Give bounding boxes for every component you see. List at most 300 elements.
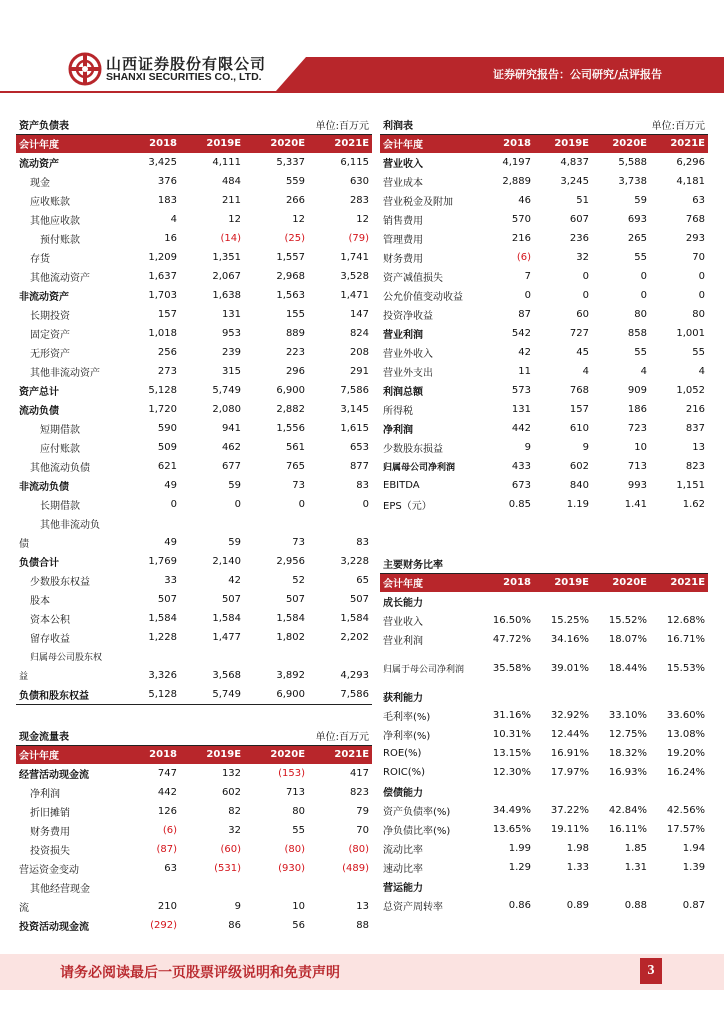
table-cell: 2,080 bbox=[212, 404, 242, 415]
table-row bbox=[380, 191, 708, 210]
table-cell: 83 bbox=[356, 480, 370, 491]
table-cell: 88 bbox=[356, 920, 370, 931]
table-cell: 2,202 bbox=[340, 632, 370, 643]
table-cell: 6,900 bbox=[276, 385, 306, 396]
row-label: 营业收入 bbox=[383, 617, 423, 628]
column-header: 会计年度 bbox=[16, 134, 126, 153]
company-logo-icon bbox=[68, 52, 102, 86]
balance-sheet-table bbox=[16, 115, 372, 705]
table-row bbox=[16, 533, 372, 552]
header-rule bbox=[0, 91, 724, 93]
column-header: 2019E bbox=[534, 573, 592, 592]
section-title: 偿债能力 bbox=[383, 788, 423, 799]
table-cell: 2,889 bbox=[502, 176, 531, 187]
row-label: 其他流动资产 bbox=[30, 273, 90, 284]
table-cell: 462 bbox=[221, 442, 242, 453]
table-cell: 1,584 bbox=[148, 613, 177, 624]
table-header-row bbox=[380, 134, 708, 153]
table-cell: 376 bbox=[157, 176, 177, 187]
table-cell: 5,128 bbox=[126, 685, 180, 704]
table-cell: 1,151 bbox=[676, 480, 705, 491]
table-row bbox=[380, 611, 708, 630]
table-cell: 1,584 bbox=[212, 613, 242, 624]
table-cell: (153) bbox=[278, 768, 306, 779]
table-cell: 13.65% bbox=[492, 824, 531, 835]
table-cell: 0 bbox=[698, 290, 705, 301]
table-cell: 621 bbox=[157, 461, 177, 472]
table-row bbox=[16, 400, 372, 419]
table-cell: 768 bbox=[569, 385, 589, 396]
table-row bbox=[16, 685, 372, 704]
table-cell: 2,140 bbox=[212, 556, 242, 567]
table-cell: 16.24% bbox=[666, 767, 706, 778]
table-row bbox=[16, 381, 372, 400]
table-row bbox=[16, 878, 372, 897]
table-cell: 16.93% bbox=[608, 767, 647, 778]
row-label: ROE(%) bbox=[383, 748, 422, 759]
table-cell: 55 bbox=[634, 347, 647, 358]
table-row bbox=[16, 229, 372, 248]
table-row bbox=[380, 725, 708, 744]
table-cell: 216 bbox=[511, 233, 531, 244]
table-cell: 19.11% bbox=[550, 824, 589, 835]
row-label: 营业外支出 bbox=[383, 368, 433, 379]
table-cell: 4,181 bbox=[676, 176, 705, 187]
table-cell: 7,586 bbox=[308, 685, 372, 704]
table-cell: 507 bbox=[157, 594, 177, 605]
table-cell: 216 bbox=[685, 404, 705, 415]
table-row bbox=[380, 763, 708, 782]
income-statement-table bbox=[380, 115, 708, 514]
table-cell: 0 bbox=[170, 499, 177, 510]
table-cell: (80) bbox=[348, 844, 370, 855]
table-row bbox=[380, 343, 708, 362]
table-cell: 507 bbox=[285, 594, 306, 605]
table-cell: 4,837 bbox=[560, 157, 589, 168]
row-label: 毛利率(%) bbox=[383, 712, 431, 723]
table-cell: 208 bbox=[349, 347, 370, 358]
table-cell: 889 bbox=[285, 328, 306, 339]
table-row bbox=[380, 381, 708, 400]
table-row bbox=[380, 630, 708, 649]
table-cell bbox=[308, 647, 372, 666]
table-cell: 15.52% bbox=[608, 615, 647, 626]
row-label: 资产负债率(%) bbox=[383, 807, 451, 818]
table-cell: 3,568 bbox=[212, 670, 242, 681]
row-label: 经营活动现金流 bbox=[19, 770, 89, 781]
table-cell: 55 bbox=[634, 252, 647, 263]
table-cell: 0 bbox=[640, 271, 647, 282]
row-label: 流动负债 bbox=[19, 406, 59, 417]
row-label: 股本 bbox=[30, 596, 50, 607]
section-row bbox=[380, 687, 708, 706]
table-cell: 210 bbox=[157, 901, 177, 912]
table-cell: (292) bbox=[150, 920, 177, 931]
table-cell: 80 bbox=[634, 309, 647, 320]
table-cell: 0.88 bbox=[624, 900, 647, 911]
section-row bbox=[380, 782, 708, 801]
table-cell: (930) bbox=[278, 863, 306, 874]
table-cell: 315 bbox=[221, 366, 242, 377]
table-cell: 1,720 bbox=[148, 404, 177, 415]
table-row bbox=[380, 305, 708, 324]
table-cell: 4,293 bbox=[340, 670, 370, 681]
table-cell: 559 bbox=[285, 176, 306, 187]
table-cell: 1,769 bbox=[148, 556, 177, 567]
table-cell bbox=[126, 514, 180, 533]
table-title: 主要财务比率 bbox=[380, 554, 708, 573]
table-cell: (531) bbox=[214, 863, 242, 874]
table-row bbox=[16, 552, 372, 571]
table-cell: 4,197 bbox=[502, 157, 531, 168]
row-label: 速动比率 bbox=[383, 864, 423, 875]
column-header: 2018 bbox=[126, 134, 180, 153]
row-label: 公允价值变动收益 bbox=[383, 292, 463, 303]
table-cell: 507 bbox=[349, 594, 370, 605]
table-cell: 1.33 bbox=[566, 862, 589, 873]
table-cell: 49 bbox=[164, 480, 177, 491]
table-cell: 9 bbox=[234, 901, 242, 912]
table-cell: 2,956 bbox=[276, 556, 306, 567]
column-header: 2020E bbox=[592, 573, 650, 592]
table-cell: 59 bbox=[228, 480, 242, 491]
table-cell: 0 bbox=[582, 271, 589, 282]
row-label: 应收账款 bbox=[30, 197, 70, 208]
table-cell: 5,588 bbox=[618, 157, 647, 168]
table-row bbox=[16, 172, 372, 191]
table-cell: 18.32% bbox=[608, 748, 647, 759]
table-cell: 183 bbox=[157, 195, 177, 206]
section-row bbox=[380, 877, 708, 896]
table-cell: 18.44% bbox=[608, 662, 647, 674]
table-cell: 12.44% bbox=[550, 729, 589, 740]
column-header: 2020E bbox=[244, 745, 308, 764]
table-cell: 32 bbox=[228, 825, 242, 836]
table-cell: 4 bbox=[582, 366, 589, 377]
row-label: 所得税 bbox=[383, 406, 413, 417]
table-cell: 296 bbox=[285, 366, 306, 377]
table-cell: 47.72% bbox=[492, 634, 531, 645]
table-cell: 823 bbox=[685, 461, 705, 472]
table-cell: 63 bbox=[164, 863, 177, 874]
table-cell: 3,228 bbox=[340, 556, 370, 567]
table-row bbox=[380, 896, 708, 915]
table-cell: 6,296 bbox=[676, 157, 705, 168]
table-cell: 52 bbox=[292, 575, 306, 586]
table-cell: 70 bbox=[692, 252, 705, 263]
table-cell: 1,741 bbox=[340, 252, 370, 263]
row-label: 投资损失 bbox=[30, 846, 70, 857]
row-label: 其他非流动资产 bbox=[30, 368, 100, 379]
row-label: EBITDA bbox=[383, 480, 420, 491]
table-cell: 16.50% bbox=[492, 615, 531, 626]
table-cell: 32 bbox=[576, 252, 589, 263]
table-cell: 590 bbox=[157, 423, 177, 434]
table-row bbox=[380, 706, 708, 725]
table-cell: 256 bbox=[157, 347, 177, 358]
table-row bbox=[16, 324, 372, 343]
table-cell: 42 bbox=[228, 575, 242, 586]
table-cell: 65 bbox=[356, 575, 370, 586]
table-cell: 3,738 bbox=[618, 176, 647, 187]
column-header: 2018 bbox=[126, 745, 180, 764]
column-header: 会计年度 bbox=[380, 573, 488, 592]
table-row bbox=[380, 820, 708, 839]
table-row bbox=[16, 286, 372, 305]
table-cell: 49 bbox=[164, 537, 177, 548]
table-cell: 12 bbox=[292, 214, 306, 225]
table-cell: 2,067 bbox=[212, 271, 242, 282]
table-cell: 55 bbox=[692, 347, 705, 358]
column-header: 会计年度 bbox=[16, 745, 126, 764]
table-cell: 13 bbox=[356, 901, 370, 912]
table-cell: 713 bbox=[627, 461, 647, 472]
row-label: 销售费用 bbox=[383, 216, 423, 227]
row-label: 非流动负债 bbox=[19, 482, 69, 493]
table-cell: 542 bbox=[511, 328, 531, 339]
table-cell: 570 bbox=[511, 214, 531, 225]
table-cell: 1,477 bbox=[212, 632, 242, 643]
table-cell: 1,209 bbox=[148, 252, 177, 263]
table-cell: 953 bbox=[221, 328, 242, 339]
table-cell: 73 bbox=[292, 480, 306, 491]
row-label-cont: 流 bbox=[19, 903, 29, 914]
table-row bbox=[380, 858, 708, 877]
table-row bbox=[16, 438, 372, 457]
table-cell: 45 bbox=[576, 347, 589, 358]
row-label-text: 其他经营现金 bbox=[30, 884, 90, 895]
table-unit: 单位:百万元 bbox=[244, 726, 372, 745]
table-row bbox=[16, 647, 372, 666]
table-row bbox=[16, 571, 372, 590]
row-label: 非流动资产 bbox=[19, 292, 69, 303]
table-cell: 10 bbox=[634, 442, 647, 453]
table-row bbox=[16, 267, 372, 286]
row-label: 归属于母公司净利润 bbox=[383, 664, 465, 675]
table-cell: 4 bbox=[640, 366, 647, 377]
row-label-cont: 债 bbox=[19, 539, 29, 550]
row-label: 归属母公司净利润 bbox=[383, 463, 456, 473]
table-cell: 837 bbox=[685, 423, 705, 434]
table-cell: 573 bbox=[511, 385, 531, 396]
table-cell: (14) bbox=[220, 233, 242, 244]
row-label: 长期投资 bbox=[30, 311, 70, 322]
row-label: 资本公积 bbox=[30, 615, 70, 626]
table-cell: 417 bbox=[349, 768, 370, 779]
row-label: 长期借款 bbox=[40, 501, 80, 512]
table-cell: 1,638 bbox=[212, 290, 242, 301]
column-header: 2020E bbox=[592, 134, 650, 153]
table-cell: 186 bbox=[627, 404, 647, 415]
table-cell: 33.10% bbox=[608, 710, 647, 721]
table-cell: 727 bbox=[569, 328, 589, 339]
table-row bbox=[380, 744, 708, 763]
table-cell: 34.16% bbox=[550, 634, 589, 645]
table-row bbox=[16, 153, 372, 172]
table-row bbox=[380, 457, 708, 476]
table-cell bbox=[308, 878, 372, 897]
column-header: 2021E bbox=[308, 745, 372, 764]
table-cell: 765 bbox=[285, 461, 306, 472]
row-label: 短期借款 bbox=[40, 425, 80, 436]
table-cell: 39.01% bbox=[550, 662, 589, 674]
table-row bbox=[16, 916, 372, 935]
table-header-row bbox=[380, 573, 708, 592]
table-row bbox=[380, 229, 708, 248]
table-cell: 86 bbox=[228, 920, 242, 931]
table-title-row bbox=[16, 726, 372, 745]
table-cell: 909 bbox=[627, 385, 647, 396]
table-cell: 82 bbox=[228, 806, 242, 817]
table-row bbox=[380, 476, 708, 495]
table-cell: 283 bbox=[349, 195, 370, 206]
column-header: 2019E bbox=[180, 745, 244, 764]
row-label: 现金 bbox=[30, 178, 50, 189]
table-cell: 653 bbox=[349, 442, 370, 453]
table-cell: 12 bbox=[356, 214, 370, 225]
table-cell: 768 bbox=[685, 214, 705, 225]
column-header: 2021E bbox=[650, 573, 708, 592]
table-cell: 602 bbox=[569, 461, 589, 472]
table-row bbox=[16, 476, 372, 495]
table-cell: 3,245 bbox=[560, 176, 589, 187]
table-row bbox=[380, 172, 708, 191]
table-cell: 12.30% bbox=[492, 767, 531, 778]
table-cell: 155 bbox=[285, 309, 306, 320]
row-label: 少数股东权益 bbox=[30, 577, 90, 588]
table-cell: 3,326 bbox=[148, 670, 177, 681]
table-cell: 80 bbox=[692, 309, 705, 320]
table-cell: 37.22% bbox=[550, 805, 589, 816]
table-row bbox=[16, 666, 372, 685]
table-cell: 5,128 bbox=[148, 385, 177, 396]
row-label: 营业成本 bbox=[383, 178, 423, 189]
table-cell: 132 bbox=[221, 768, 242, 779]
table-cell bbox=[244, 878, 308, 897]
table-cell: 1,351 bbox=[212, 252, 242, 263]
table-title-row bbox=[380, 554, 708, 573]
table-cell: 713 bbox=[285, 787, 306, 798]
row-label bbox=[16, 514, 126, 533]
table-cell: 126 bbox=[157, 806, 177, 817]
table-cell: 51 bbox=[576, 195, 589, 206]
table-cell bbox=[180, 647, 244, 666]
row-label: 投资净收益 bbox=[383, 311, 433, 322]
table-cell: 4,111 bbox=[212, 157, 242, 168]
table-cell bbox=[308, 514, 372, 533]
table-cell: 16.71% bbox=[666, 634, 706, 645]
table-cell: 35.58% bbox=[492, 662, 531, 674]
column-header: 2018 bbox=[488, 573, 534, 592]
table-cell: 5,337 bbox=[276, 157, 306, 168]
table-cell: 6,115 bbox=[340, 157, 370, 168]
row-label-cont: 益 bbox=[19, 672, 29, 682]
table-cell: 877 bbox=[349, 461, 370, 472]
row-label: 折旧摊销 bbox=[30, 808, 70, 819]
table-cell: 1.99 bbox=[508, 843, 531, 854]
row-label: 财务费用 bbox=[30, 827, 70, 838]
table-cell: 59 bbox=[634, 195, 647, 206]
column-header: 会计年度 bbox=[380, 134, 488, 153]
column-header: 2020E bbox=[244, 134, 308, 153]
table-row bbox=[16, 590, 372, 609]
table-cell: (79) bbox=[348, 233, 370, 244]
row-label: 总资产周转率 bbox=[383, 902, 443, 913]
table-cell: 1,556 bbox=[276, 423, 306, 434]
table-cell: 157 bbox=[569, 404, 589, 415]
disclaimer-text: 请务必阅读最后一页股票评级说明和免责声明 bbox=[60, 965, 340, 981]
table-cell: 79 bbox=[356, 806, 370, 817]
table-cell: 0 bbox=[640, 290, 647, 301]
table-row bbox=[16, 305, 372, 324]
row-label: 营业外收入 bbox=[383, 349, 433, 360]
row-label: 预付账款 bbox=[40, 235, 80, 246]
row-label bbox=[16, 878, 126, 897]
table-cell: 840 bbox=[569, 480, 589, 491]
table-cell: 1,228 bbox=[148, 632, 177, 643]
column-header: 2021E bbox=[650, 134, 708, 153]
row-label: 资产总计 bbox=[19, 387, 59, 398]
table-row bbox=[380, 649, 708, 687]
table-cell: 1,052 bbox=[676, 385, 705, 396]
table-cell: 131 bbox=[511, 404, 531, 415]
row-label: 净利率(%) bbox=[383, 731, 431, 742]
table-cell: 15.53% bbox=[666, 662, 706, 674]
table-cell: 12 bbox=[228, 214, 242, 225]
table-row bbox=[16, 457, 372, 476]
table-cell: 1.62 bbox=[682, 499, 705, 510]
table-cell: 5,749 bbox=[180, 685, 244, 704]
table-row bbox=[16, 343, 372, 362]
table-cell: 70 bbox=[356, 825, 370, 836]
table-cell: 19.20% bbox=[666, 748, 706, 759]
row-label: 应付账款 bbox=[40, 444, 80, 455]
table-cell: 0 bbox=[582, 290, 589, 301]
row-label: EPS（元） bbox=[383, 501, 432, 512]
page-number: 3 bbox=[640, 958, 662, 984]
row-label: 投资活动现金流 bbox=[19, 922, 89, 933]
row-label-text: 归属母公司股东权 bbox=[30, 653, 103, 663]
table-cell: 33 bbox=[164, 575, 177, 586]
table-cell: 823 bbox=[349, 787, 370, 798]
table-cell: 10.31% bbox=[492, 729, 531, 740]
table-cell: 0 bbox=[362, 499, 370, 510]
company-name-cn: 山西证券股份有限公司 bbox=[106, 55, 267, 73]
table-cell: 1.39 bbox=[682, 862, 706, 873]
table-cell: (6) bbox=[516, 252, 531, 263]
table-cell: 1,557 bbox=[276, 252, 306, 263]
table-cell: 73 bbox=[292, 537, 306, 548]
table-cell: 9 bbox=[524, 442, 531, 453]
table-cell: 0.87 bbox=[682, 900, 706, 911]
table-cell: 4 bbox=[170, 214, 177, 225]
table-cell: 12.75% bbox=[608, 729, 647, 740]
table-cell: 273 bbox=[157, 366, 177, 377]
row-label: 管理费用 bbox=[383, 235, 423, 246]
table-cell: 1,703 bbox=[148, 290, 177, 301]
table-row bbox=[16, 419, 372, 438]
row-label: 营业利润 bbox=[383, 636, 423, 647]
cash-flow-table bbox=[16, 726, 372, 935]
table-title-row bbox=[380, 115, 708, 134]
table-cell: 31.16% bbox=[492, 710, 531, 721]
table-cell: 1,471 bbox=[340, 290, 370, 301]
table-cell: 5,749 bbox=[212, 385, 242, 396]
table-cell: 59 bbox=[228, 537, 242, 548]
table-row bbox=[16, 802, 372, 821]
table-cell: 3,425 bbox=[148, 157, 177, 168]
table-cell: 80 bbox=[292, 806, 306, 817]
